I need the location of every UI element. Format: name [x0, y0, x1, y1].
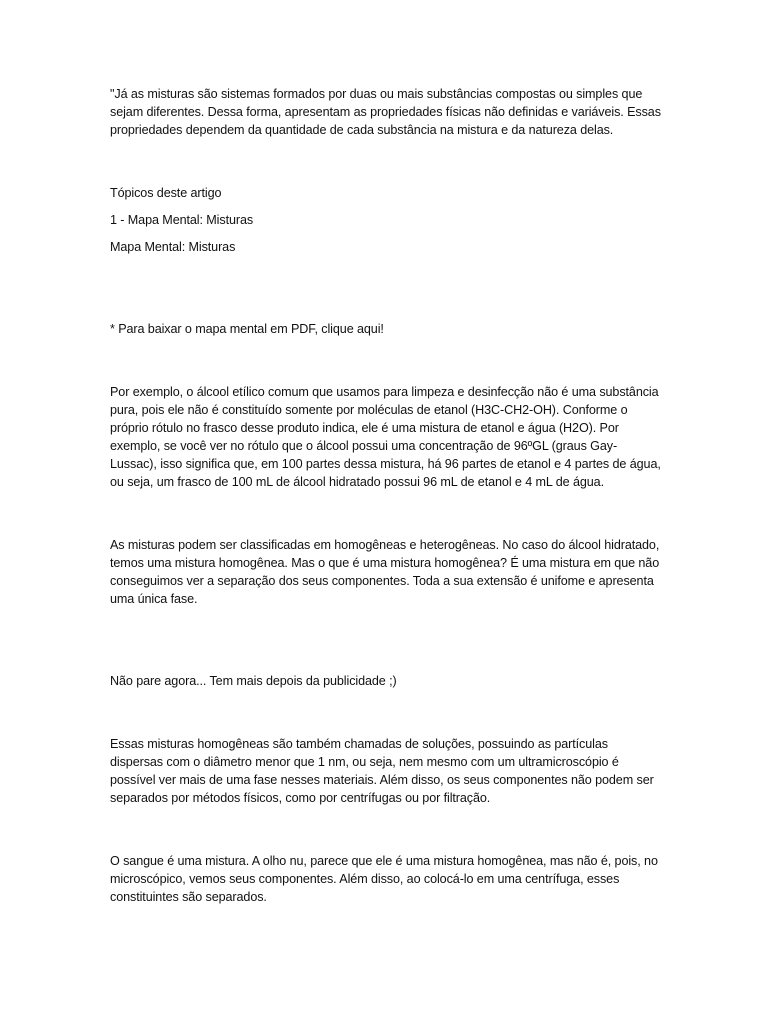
intro-paragraph: "Já as misturas são sistemas formados por duas ou mais substâncias compostas ou simples que sejam diferentes. Dessa forma, apresentam as propriedades físicas não definidas e variáveis. Essas propriedades dependem da quantidade de cada substância na mistura e da natureza delas.: [110, 87, 661, 137]
topics-heading: Tópicos deste artigo: [110, 186, 222, 200]
spacer: [110, 139, 662, 184]
spacer: [110, 491, 662, 536]
spacer: [110, 807, 662, 852]
blood-paragraph: O sangue é uma mistura. A olho nu, parece que ele é uma mistura homogênea, mas não é, pois, no microscópico, vemos seus componentes. Além disso, ao colocá-lo em uma centrífuga, esses constituintes são separados.: [110, 854, 658, 904]
example-paragraph: Por exemplo, o álcool etílico comum que usamos para limpeza e desinfecção não é uma substância pura, pois ele não é constituído somente por moléculas de etanol (H3C-CH2-OH). Conforme o próprio rótulo no frasco desse produto indica, ele é uma mistura de etanol e água (H2O). Por exemplo, se você ver no rótulo que o álcool possui uma concentração de 96ºGL (graus Gay-Lussac), isso significa que, em 100 partes dessa mistura, há 96 partes de etanol e 4 partes de água, ou seja, um frasco de 100 mL de álcool hidratado possui 96 mL de etanol e 4 mL de água.: [110, 385, 661, 489]
topic-link-1[interactable]: 1 - Mapa Mental: Misturas: [110, 213, 254, 227]
ad-notice: Não pare agora... Tem mais depois da publicidade ;): [110, 674, 397, 688]
spacer: [110, 338, 662, 383]
classification-paragraph: As misturas podem ser classificadas em homogêneas e heterogêneas. No caso do álcool hidratado, temos uma mistura homogênea. Mas o que é uma mistura homogênea? É uma mistura em que não conseguimos ver a separação dos seus componentes. Toda a sua extensão é unifome e apresenta uma única fase.: [110, 538, 660, 606]
spacer: [110, 608, 662, 672]
spacer: [110, 256, 662, 320]
solutions-paragraph: Essas misturas homogêneas são também chamadas de soluções, possuindo as partículas dispersas com o diâmetro menor que 1 nm, ou seja, nem mesmo com um ultramicroscópio é possível ver mais de uma fase nesses materiais. Além disso, os seus componentes não podem ser separados por métodos físicos, como por centrífugas ou por filtração.: [110, 737, 654, 805]
spacer: [110, 202, 662, 211]
spacer: [110, 229, 662, 238]
document-page: [110, 85, 662, 906]
download-link[interactable]: * Para baixar o mapa mental em PDF, clique aqui!: [110, 322, 384, 336]
mind-map-title: Mapa Mental: Misturas: [110, 240, 236, 254]
spacer: [110, 690, 662, 735]
